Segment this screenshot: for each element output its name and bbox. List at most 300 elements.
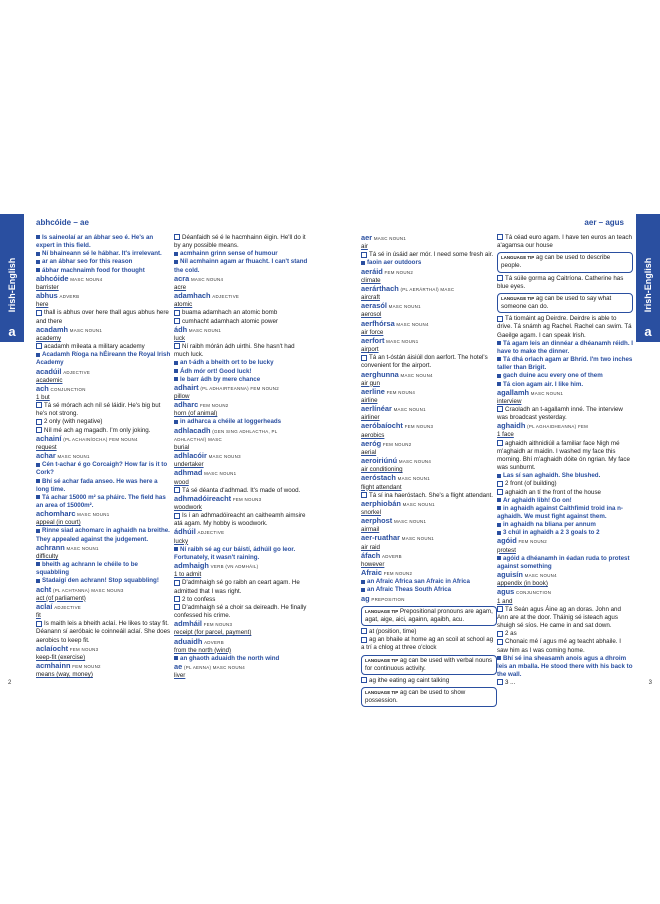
bullet-square-icon bbox=[36, 252, 40, 256]
translation: climate bbox=[361, 276, 381, 284]
translation: barrister bbox=[36, 283, 59, 291]
usage-line: Tá sé in úsáid aer mór. I need some fresh air. bbox=[369, 251, 494, 259]
translation: act (of parliament) bbox=[36, 594, 86, 602]
translation: 1 face bbox=[497, 431, 514, 439]
entry-line bbox=[361, 234, 497, 251]
translation: aerobics bbox=[361, 431, 385, 439]
part-of-speech: (GEN SING ADHLACTHA, PL ADHLACTHAÍ) MASC bbox=[174, 428, 278, 442]
usage-line: Ní raibh mórán ádh uirthi. She hasn't had much luck. bbox=[174, 343, 295, 359]
entry-line bbox=[36, 620, 172, 644]
entry-line bbox=[174, 401, 310, 418]
bullet-square-icon bbox=[497, 382, 501, 386]
language-tip-label: LANGUAGE TIP bbox=[365, 608, 399, 614]
bullet-box-icon bbox=[36, 402, 42, 408]
headword: agallamh bbox=[497, 387, 530, 397]
entry-line bbox=[361, 251, 497, 259]
entry-line bbox=[36, 385, 172, 402]
part-of-speech: ADJECTIVE bbox=[197, 530, 225, 536]
part-of-speech: MASC NOUN4 bbox=[70, 276, 103, 282]
bullet-square-icon bbox=[36, 579, 40, 583]
translation: receipt (for parcel, payment) bbox=[174, 629, 252, 637]
entry-line bbox=[174, 512, 310, 528]
headword: aeróstach bbox=[361, 473, 396, 483]
example-phrase: Bhí sé achar fada anseo. He was here a long time. bbox=[36, 477, 158, 493]
headword: aduaidh bbox=[174, 636, 203, 646]
bullet-box-icon bbox=[36, 427, 42, 433]
translation: means (way, money) bbox=[36, 671, 93, 679]
part-of-speech: FEM NOUN2 bbox=[383, 571, 413, 577]
headword: aerárthach bbox=[361, 283, 399, 293]
bullet-square-icon bbox=[174, 420, 178, 424]
headword: ádhúil bbox=[174, 527, 196, 537]
bullet-box-icon bbox=[361, 355, 367, 361]
bullet-square-icon bbox=[36, 235, 40, 239]
translation: from the north (wind) bbox=[174, 646, 232, 654]
part-of-speech: MASC NOUN1 bbox=[530, 390, 564, 396]
bullet-square-icon bbox=[36, 353, 40, 357]
translation: aerial bbox=[361, 448, 377, 456]
language-tip-box bbox=[361, 687, 497, 707]
bullet-square-icon bbox=[36, 260, 40, 264]
bullet-box-icon bbox=[497, 679, 503, 685]
example-phrase: in aghaidh against Caithfimid troid ina n-aghaidh. We must fight against them. bbox=[497, 504, 623, 520]
headword: aerlínéar bbox=[361, 404, 392, 414]
example-phrase: Acadamh Ríoga na hÉireann the Royal Irish Academy bbox=[36, 351, 171, 367]
translation: acre bbox=[174, 283, 187, 291]
language-tip-label: LANGUAGE TIP bbox=[501, 255, 535, 261]
part-of-speech: (PL ADHAIRTEANNA) FEM NOUN2 bbox=[200, 385, 279, 391]
bullet-box-icon bbox=[497, 481, 503, 487]
usage-line: Tá céad euro agam. I have ten euros an teach a'agamsa our house bbox=[497, 234, 632, 250]
entry-line bbox=[361, 628, 497, 636]
bullet-square-icon bbox=[361, 588, 365, 592]
left-header-bar bbox=[0, 214, 24, 238]
column-4 bbox=[497, 234, 633, 687]
language-tip-text: Prepositional pronouns are agam, agat, aige, aici, againn, agaibh, acu. bbox=[365, 607, 493, 623]
entry-line bbox=[361, 677, 497, 685]
entry-line bbox=[361, 354, 497, 370]
language-tip-label: LANGUAGE TIP bbox=[501, 295, 535, 301]
usage-line: Tá sé mórach ach níl sé láidir. He's big but he's not strong. bbox=[36, 402, 161, 418]
usage-line: Craoladh an t-agallamh inné. The interview was broadcast yesterday. bbox=[497, 405, 623, 422]
part-of-speech: FEM NOUN3 bbox=[404, 424, 434, 430]
part-of-speech: MASC NOUN1 bbox=[204, 471, 237, 477]
part-of-speech: ADJECTIVE bbox=[212, 294, 240, 300]
right-tab-label: Irish-English bbox=[643, 257, 653, 313]
bullet-box-icon bbox=[36, 419, 42, 425]
translation: air gun bbox=[361, 379, 380, 387]
entry-line bbox=[497, 555, 633, 571]
part-of-speech: MASC NOUN4 bbox=[398, 459, 432, 465]
example-phrase: Stadaigí den achrann! Stop squabbling! bbox=[42, 577, 159, 585]
example-phrase: Bhí sé ina sheasamh anois agus a dhroim leis an mballa. He stood there with his back to the wall. bbox=[497, 654, 633, 678]
entry-line bbox=[361, 285, 497, 302]
translation: burial bbox=[174, 443, 190, 451]
bullet-square-icon bbox=[497, 474, 501, 478]
usage-line: Is í an adhmadóireacht an caitheamh aimsire atá agam. My hobby is woodwork. bbox=[174, 512, 306, 528]
part-of-speech: CONJUNCTION bbox=[50, 386, 86, 392]
entry-line bbox=[174, 250, 310, 258]
entry-line bbox=[174, 368, 310, 376]
bullet-box-icon bbox=[497, 275, 503, 281]
entry-line bbox=[36, 452, 172, 461]
translation: air bbox=[361, 243, 368, 251]
part-of-speech: VERB (VN ADMHÁIL) bbox=[210, 564, 259, 570]
bullet-square-icon bbox=[361, 580, 365, 584]
part-of-speech: FEM NOUN3 bbox=[69, 646, 99, 652]
headword: achomharc bbox=[36, 509, 76, 519]
entry-line bbox=[174, 655, 310, 663]
translation: undertaker bbox=[174, 461, 204, 469]
usage-line: 2 as bbox=[505, 630, 517, 638]
bullet-box-icon bbox=[497, 606, 503, 612]
example-phrase: Níl acmhainn agam ar fhuacht. I can't stand the cold. bbox=[174, 258, 308, 274]
entry-line bbox=[497, 588, 633, 605]
headword: aerphost bbox=[361, 516, 393, 526]
bullet-box-icon bbox=[174, 596, 180, 602]
bullet-box-icon bbox=[361, 628, 367, 634]
entry-line bbox=[36, 544, 172, 561]
bullet-square-icon bbox=[361, 261, 365, 265]
bullet-square-icon bbox=[497, 506, 501, 510]
entry-line bbox=[497, 340, 633, 356]
usage-line: aghaidh aithnidiúil a familiar face Nigh mé m'aghaidh ar maidin. I washed my face this morning. Bhí m'aghaidh dóite ón ngrian. My face was sunburnt. bbox=[497, 439, 630, 472]
entry-line bbox=[36, 603, 172, 620]
translation: difficulty bbox=[36, 552, 59, 560]
headword: acadúil bbox=[36, 366, 62, 376]
entry-line bbox=[174, 495, 310, 512]
translation: request bbox=[36, 443, 57, 451]
entry-line bbox=[497, 372, 633, 380]
entry-line bbox=[361, 636, 497, 652]
usage-line: cumhacht adamhach atomic power bbox=[182, 317, 278, 325]
usage-line: 2 front (of building) bbox=[505, 480, 557, 488]
translation: however bbox=[361, 560, 385, 568]
part-of-speech: (PL ACHAINÍOCHA) FEM NOUN4 bbox=[63, 436, 138, 442]
translation: pillow bbox=[174, 392, 190, 400]
headword: ádh bbox=[174, 324, 188, 334]
headword: acmhainn bbox=[36, 660, 71, 670]
headword: agóid bbox=[497, 536, 517, 546]
usage-line: buama adamhach an atomic bomb bbox=[182, 309, 278, 317]
part-of-speech: ADJECTIVE bbox=[63, 369, 91, 375]
entry-line bbox=[174, 234, 310, 250]
entry-line bbox=[174, 663, 310, 680]
bullet-box-icon bbox=[174, 487, 180, 493]
example-phrase: ábhar machnaimh food for thought bbox=[42, 266, 145, 274]
bullet-box-icon bbox=[497, 639, 503, 645]
entry-line bbox=[497, 422, 633, 439]
usage-line: Tá súile gorma ag Caitríona. Catherine has blue eyes. bbox=[497, 274, 624, 290]
part-of-speech: MASC NOUN1 bbox=[69, 327, 103, 333]
language-tip-box bbox=[497, 293, 633, 313]
bullet-box-icon bbox=[174, 513, 180, 519]
translation: here bbox=[36, 301, 49, 309]
entry-line bbox=[36, 292, 172, 309]
bullet-square-icon bbox=[174, 656, 178, 660]
headword: adhlacadh bbox=[174, 425, 211, 435]
entry-line bbox=[36, 435, 172, 452]
entry-line bbox=[497, 537, 633, 554]
usage-line: Tá sé déanta d'adhmad. It's made of wood. bbox=[182, 486, 301, 494]
part-of-speech: MASC NOUN1 bbox=[393, 407, 426, 413]
bullet-square-icon bbox=[174, 260, 178, 264]
entry-line bbox=[497, 472, 633, 480]
usage-line: Tá an t-óstán áisiúil don aerfort. The hotel's convenient for the airport. bbox=[361, 354, 488, 370]
left-tab-label: Irish-English bbox=[7, 257, 17, 313]
entry-line bbox=[174, 292, 310, 309]
translation: air force bbox=[361, 328, 384, 336]
translation: luck bbox=[174, 334, 186, 342]
entry-line bbox=[36, 586, 172, 603]
bullet-box-icon bbox=[174, 343, 180, 349]
translation: fit bbox=[36, 612, 41, 620]
entry-line bbox=[497, 489, 633, 497]
entry-line bbox=[36, 402, 172, 418]
language-tip-box bbox=[497, 252, 633, 272]
bullet-square-icon bbox=[36, 495, 40, 499]
bullet-square-icon bbox=[497, 523, 501, 527]
translation: horn (of animal) bbox=[174, 410, 218, 418]
part-of-speech: MASC NOUN1 bbox=[188, 327, 222, 333]
example-phrase: Rinne siad achomarc in aghaidh na breithe. They appealed against the judgement. bbox=[36, 527, 170, 543]
entry-line bbox=[361, 534, 497, 551]
bullet-box-icon bbox=[36, 621, 42, 627]
entry-line bbox=[361, 302, 497, 319]
usage-line: ag ithe eating ag caint talking bbox=[369, 676, 450, 684]
entry-line bbox=[174, 579, 310, 595]
entry-line bbox=[174, 469, 310, 486]
entry-line bbox=[497, 315, 633, 339]
translation: airport bbox=[361, 346, 379, 354]
example-phrase: faoin aer outdoors bbox=[367, 259, 422, 267]
bullet-box-icon bbox=[36, 310, 42, 316]
part-of-speech: MASC NOUN1 bbox=[77, 512, 110, 518]
part-of-speech: ADVERB bbox=[59, 294, 80, 300]
headword: aeroiriúnú bbox=[361, 456, 398, 466]
translation: academy bbox=[36, 334, 62, 342]
headword: acht bbox=[36, 584, 52, 594]
translation: snorkel bbox=[361, 509, 381, 516]
language-tip-text: ag can be used to say what someone can do. bbox=[501, 294, 612, 311]
headword: agus bbox=[497, 587, 515, 597]
entry-line bbox=[174, 384, 310, 401]
entry-line bbox=[361, 371, 497, 388]
part-of-speech: MASC NOUN4 bbox=[190, 276, 224, 282]
bullet-square-icon bbox=[36, 463, 40, 467]
entry-line bbox=[497, 275, 633, 291]
headword: aerfhórsa bbox=[361, 318, 395, 328]
bullet-square-icon bbox=[497, 656, 501, 660]
part-of-speech: MASC NOUN1 bbox=[388, 304, 421, 310]
right-running-head: aer – agus bbox=[584, 218, 624, 227]
bullet-square-icon bbox=[36, 562, 40, 566]
example-phrase: bheith ag achrann le chéile to be squabbling bbox=[36, 561, 138, 577]
part-of-speech: PREPOSITION bbox=[371, 596, 405, 602]
translation: flight attendant bbox=[361, 483, 402, 491]
example-phrase: an ghaoth aduaidh the north wind bbox=[180, 654, 280, 662]
headword: aerasól bbox=[361, 301, 387, 311]
example-phrase: in aghaidh na bliana per annum bbox=[503, 521, 596, 529]
entry-line bbox=[36, 326, 172, 343]
headword: acadamh bbox=[36, 324, 69, 334]
entry-line bbox=[174, 620, 310, 637]
left-page-number: 2 bbox=[8, 680, 12, 686]
column-2 bbox=[174, 234, 310, 680]
translation: protest bbox=[497, 546, 516, 554]
entry-line bbox=[497, 406, 633, 422]
entry-line bbox=[497, 505, 633, 521]
entry-line bbox=[174, 638, 310, 655]
example-phrase: in adharca a chéile at loggerheads bbox=[180, 418, 282, 426]
part-of-speech: MASC NOUN4 bbox=[524, 573, 557, 579]
translation: interview bbox=[497, 397, 522, 405]
entry-line bbox=[36, 275, 172, 292]
part-of-speech: FEM NOUN2 bbox=[518, 539, 548, 545]
entry-line bbox=[174, 562, 310, 579]
entry-line bbox=[497, 606, 633, 630]
headword: aerfort bbox=[361, 335, 385, 345]
usage-line: thall is abhus over here thall agus abhus here and there bbox=[36, 309, 169, 325]
entry-line bbox=[174, 275, 310, 292]
column-3 bbox=[361, 234, 497, 709]
headword: aeráid bbox=[361, 266, 383, 276]
usage-line: 2 to confess bbox=[182, 595, 216, 603]
headword: admháil bbox=[174, 619, 202, 629]
entry-line bbox=[361, 422, 497, 439]
entry-line bbox=[36, 351, 172, 367]
translation: air raid bbox=[361, 543, 380, 551]
example-phrase: Cén t-achar é go Corcaigh? How far is it to Cork? bbox=[36, 461, 168, 477]
part-of-speech: FEM NOUN4 bbox=[386, 389, 416, 395]
entry-line bbox=[361, 405, 497, 422]
entry-line bbox=[497, 497, 633, 505]
headword: adhmadóireacht bbox=[174, 493, 232, 503]
bullet-square-icon bbox=[36, 529, 40, 533]
headword: adhairt bbox=[174, 382, 199, 392]
part-of-speech: ADJECTIVE bbox=[54, 604, 82, 610]
part-of-speech: MASC NOUN4 bbox=[400, 372, 433, 378]
example-phrase: Tá cion agam air. I like him. bbox=[503, 380, 584, 388]
part-of-speech: FEM NOUN3 bbox=[232, 496, 262, 502]
entry-line bbox=[36, 510, 172, 527]
usage-line: 2 only (with negative) bbox=[44, 418, 103, 426]
entry-line bbox=[174, 359, 310, 367]
usage-line: acadamh míleata a military academy bbox=[44, 343, 145, 351]
part-of-speech: MASC NOUN1 bbox=[401, 536, 435, 542]
usage-line: Níl mé ach ag magadh. I'm only joking. bbox=[44, 426, 151, 434]
part-of-speech: FEM NOUN3 bbox=[203, 622, 233, 628]
entry-line bbox=[497, 655, 633, 679]
headword: aerline bbox=[361, 386, 385, 396]
usage-line: D'admhaigh sé a choir sa deireadh. He finally confessed his crime. bbox=[174, 603, 307, 620]
entry-line bbox=[174, 258, 310, 274]
usage-line: D'admhaigh sé go raibh an ceart agam. He admitted that I was right. bbox=[174, 579, 300, 595]
language-tip-label: LANGUAGE TIP bbox=[365, 657, 399, 663]
entry-line bbox=[361, 268, 497, 285]
headword: ach bbox=[36, 383, 49, 393]
translation: airline bbox=[361, 396, 378, 404]
bullet-square-icon bbox=[36, 268, 40, 272]
entry-line bbox=[174, 528, 310, 545]
headword: aclaíocht bbox=[36, 643, 69, 653]
bullet-box-icon bbox=[361, 252, 367, 258]
headword: achainí bbox=[36, 433, 62, 443]
part-of-speech: MASC NOUN1 bbox=[397, 476, 430, 482]
bullet-square-icon bbox=[497, 341, 501, 345]
bullet-square-icon bbox=[36, 479, 40, 483]
bullet-box-icon bbox=[174, 234, 180, 240]
entry-line bbox=[361, 457, 497, 474]
entry-line bbox=[361, 440, 497, 457]
entry-line bbox=[36, 527, 172, 543]
headword: aguisín bbox=[497, 570, 523, 580]
entry-line bbox=[174, 326, 310, 343]
headword: aghaidh bbox=[497, 421, 526, 431]
entry-line bbox=[36, 577, 172, 585]
headword: adharc bbox=[174, 400, 199, 410]
example-phrase: Tá achar 15000 m² sa pháirc. The field has an area of 15000m². bbox=[36, 493, 166, 509]
entry-line bbox=[174, 452, 310, 469]
right-letter-tab: a bbox=[636, 322, 660, 342]
bullet-box-icon bbox=[497, 406, 503, 412]
entry-line bbox=[174, 546, 310, 562]
part-of-speech: (PL AERÁRTHAÍ) MASC bbox=[400, 286, 455, 292]
bullet-square-icon bbox=[497, 357, 501, 361]
part-of-speech: (PL AENNA) MASC NOUN4 bbox=[183, 664, 245, 670]
entry-line bbox=[36, 309, 172, 325]
part-of-speech: FEM NOUN2 bbox=[72, 663, 101, 669]
column-1 bbox=[36, 234, 172, 679]
entry-line bbox=[36, 343, 172, 351]
example-phrase: an Afraic Africa san Afraic in Africa bbox=[367, 578, 470, 586]
entry-line bbox=[36, 418, 172, 426]
example-phrase: Ní raibh sé ag cur báistí, ádhúil go leor. Fortunately, it wasn't raining. bbox=[174, 545, 296, 561]
translation: 1 but bbox=[36, 393, 50, 401]
part-of-speech: ADVERB bbox=[382, 553, 402, 559]
entry-line bbox=[174, 309, 310, 317]
example-phrase: Ádh mór ort! Good luck! bbox=[180, 367, 252, 375]
entry-line bbox=[36, 461, 172, 477]
bullet-box-icon bbox=[174, 604, 180, 610]
translation: aerosol bbox=[361, 311, 382, 319]
example-phrase: Las sí san aghaidh. She blushed. bbox=[503, 472, 601, 480]
headword: adamhach bbox=[174, 291, 211, 301]
entry-line bbox=[361, 517, 497, 534]
part-of-speech: CONJUNCTION bbox=[515, 590, 552, 596]
bullet-square-icon bbox=[497, 374, 501, 378]
bullet-box-icon bbox=[361, 492, 367, 498]
entry-line bbox=[361, 474, 497, 491]
entry-line bbox=[361, 337, 497, 354]
example-phrase: Tá agam leis an dinnéar a dhéanamh réidh. I have to make the dinner. bbox=[497, 339, 633, 355]
entry-line bbox=[361, 388, 497, 405]
example-phrase: Is saineolaí ar an ábhar seo é. He's an expert in this field. bbox=[36, 234, 154, 250]
entry-line bbox=[174, 343, 310, 359]
bullet-box-icon bbox=[36, 343, 42, 349]
example-phrase: Ar aghaidh libh! Go on! bbox=[503, 496, 572, 504]
right-header-bar bbox=[636, 214, 660, 238]
translation: liver bbox=[174, 672, 186, 680]
part-of-speech: ADVERB bbox=[204, 639, 224, 645]
language-tip-text: ag can be used with verbal nouns for continuous activity. bbox=[365, 656, 493, 672]
bullet-square-icon bbox=[497, 531, 501, 535]
headword: achrann bbox=[36, 542, 65, 552]
part-of-speech: MASC NOUN3 bbox=[208, 454, 241, 460]
entry-line bbox=[361, 578, 497, 586]
bullet-square-icon bbox=[497, 556, 501, 560]
right-section-tab bbox=[636, 238, 660, 332]
